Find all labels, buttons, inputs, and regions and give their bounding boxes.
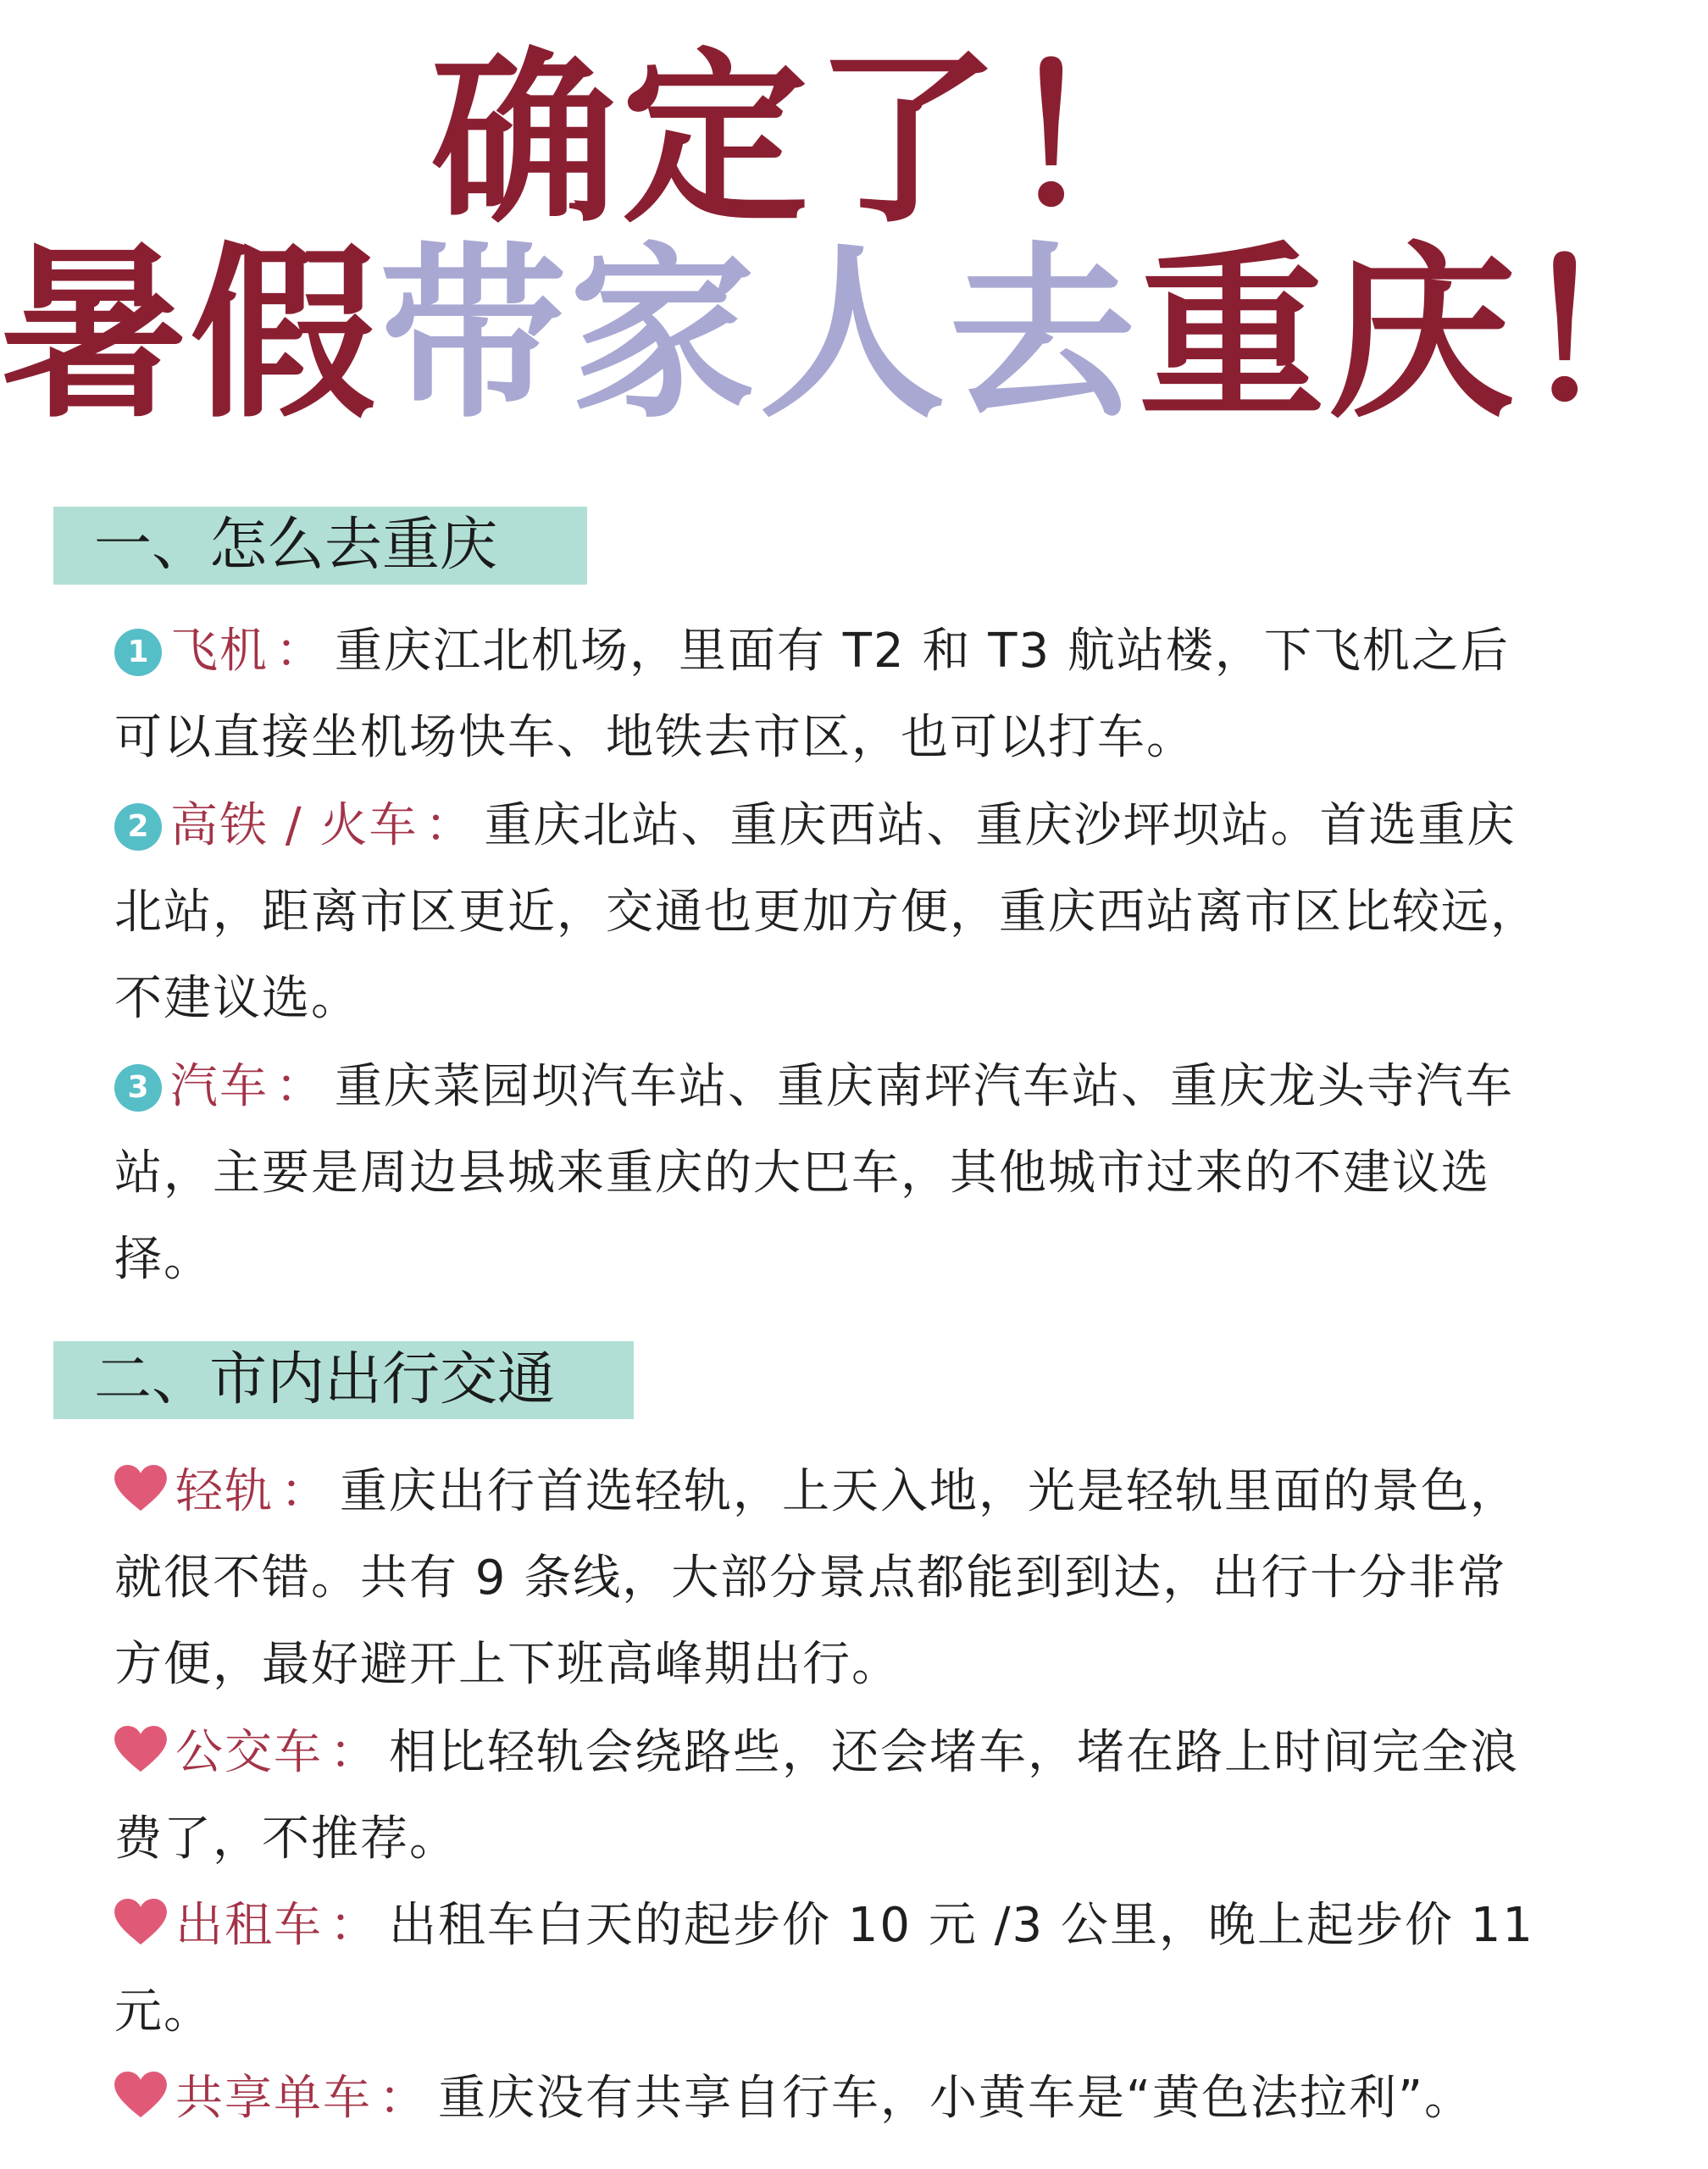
list-item-train (114, 783, 1546, 1042)
item-text: 重庆北站、重庆西站、重庆沙坪坝站。首选重庆北站，距离市区更近，交通也更加方便，重庆西站离市区比较远，不建议选。 (114, 798, 1539, 1026)
list-item-plane (114, 608, 1546, 781)
item-text: 相比轻轨会绕路些，还会堵车，堵在路上时间完全浪费了，不推荐。 (114, 1725, 1519, 1867)
item-label: 汽车 (170, 1059, 269, 1114)
list-item-light-rail (114, 1449, 1546, 1708)
number-badge-icon: 3 (114, 1064, 162, 1112)
title-highlight: 带家人去 (380, 226, 1140, 443)
item-colon: ： (280, 1464, 330, 1519)
section-header-text: 二、市内出行交通 (94, 1346, 556, 1413)
item-colon: ： (424, 798, 474, 853)
list-item-bus-station (114, 1044, 1546, 1303)
item-label: 高铁 / 火车 (170, 798, 419, 853)
item-colon: ： (275, 624, 324, 679)
item-text: 重庆菜园坝汽车站、重庆南坪汽车站、重庆龙头寺汽车站，主要是周边县城来重庆的大巴车，其他城市过来的不建议选择。 (114, 1059, 1514, 1287)
item-colon: ： (379, 2071, 428, 2126)
section-header-text: 一、怎么去重庆 (94, 512, 498, 579)
list-item-bus (114, 1710, 1546, 1883)
item-text: 出租车白天的起步价 10 元 /3 公里，晚上起步价 11 元。 (114, 1898, 1535, 2039)
item-text: 重庆江北机场，里面有 T2 和 T3 航站楼，下飞机之后可以直接坐机场快车、地铁去市区，也可以打车。 (114, 624, 1510, 765)
item-colon: ： (330, 1898, 379, 1953)
item-text: 重庆没有共享自行车，小黄车是“黄色法拉利”。 (438, 2071, 1474, 2126)
heart-icon (114, 1726, 167, 1773)
list-item-taxi (114, 1883, 1546, 2055)
title-text-1: 确定了！ (430, 31, 1196, 248)
heart-icon (114, 2072, 167, 2119)
item-label: 公交车 (175, 1725, 323, 1780)
item-label: 出租车 (175, 1898, 323, 1953)
heart-icon (114, 1899, 167, 1946)
item-colon: ： (330, 1725, 379, 1780)
item-label: 飞机 (170, 624, 269, 679)
number-badge-icon: 1 (114, 629, 162, 676)
title-line-1 (0, 31, 1627, 248)
heart-icon (114, 1465, 167, 1512)
list-item-shared-bike (114, 2055, 1546, 2142)
item-label: 轻轨 (175, 1464, 274, 1519)
item-text: 重庆出行首选轻轨，上天入地，光是轻轨里面的景色，就很不错。共有 9 条线，大部分景点都能到到达，出行十分非常方便，最好避开上下班高峰期出行。 (114, 1464, 1519, 1692)
number-badge-icon: 2 (114, 803, 162, 851)
section-header-how-to-get (53, 507, 587, 585)
section-header-city-transport (53, 1341, 634, 1419)
title-text-2b: 重庆！ (1139, 226, 1708, 443)
item-label: 共享单车 (175, 2071, 372, 2126)
item-colon: ： (275, 1059, 324, 1114)
title-text-2a: 暑假 (0, 226, 380, 443)
title-line-2 (0, 226, 1708, 443)
